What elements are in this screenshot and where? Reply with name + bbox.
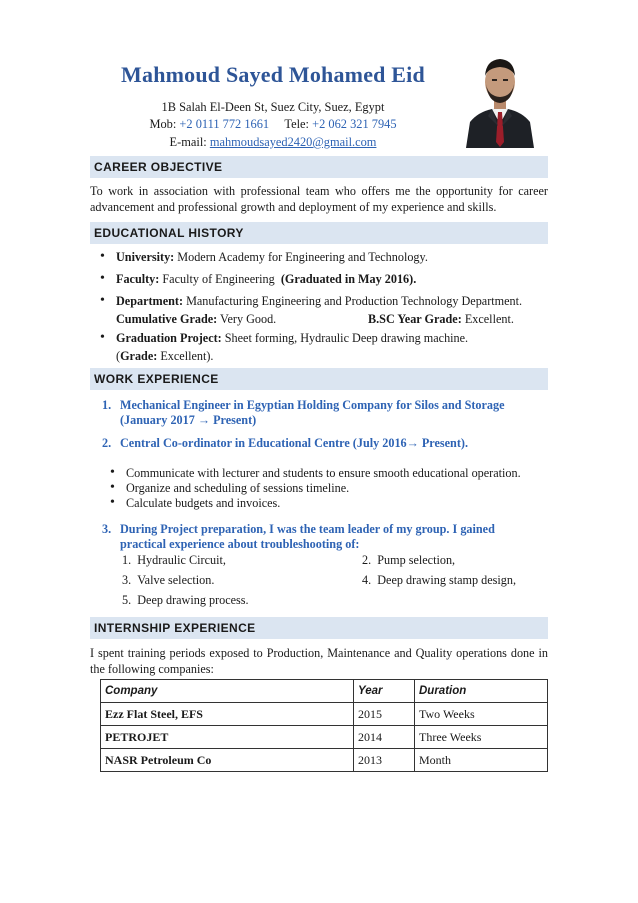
cell-duration: Three Weeks: [415, 726, 548, 749]
tele-label: Tele:: [284, 117, 309, 131]
department-value: Manufacturing Engineering and Production Technology Department.: [186, 294, 523, 308]
department-label: Department:: [116, 294, 184, 308]
work-item-3: [102, 522, 542, 552]
faculty-value: Faculty of Engineering: [162, 272, 275, 286]
tele-number[interactable]: +2 062 321 7945: [312, 117, 397, 131]
trouble-item-4: 4. Deep drawing stamp design,: [362, 573, 517, 587]
cum-value: Very Good.: [220, 312, 277, 326]
table-row: [101, 703, 548, 726]
work-bullet: • Communicate with lecturer and students to ensure smooth educational operation.: [110, 466, 521, 481]
internship-text: I spent training periods exposed to Production, Maintenance and Quality operations done in the following companies:: [90, 646, 548, 676]
edu-university: [100, 250, 428, 265]
section-internship-experience: INTERNSHIP EXPERIENCE: [90, 617, 548, 639]
project-value: Sheet forming, Hydraulic Deep drawing machine.: [224, 331, 469, 345]
faculty-label: Faculty:: [116, 272, 160, 286]
university-label: University:: [116, 250, 175, 264]
trouble-item-3: 3. Valve selection.: [122, 573, 215, 587]
work-bullet: • Organize and scheduling of sessions timeline.: [110, 481, 349, 496]
resume-header: [90, 0, 548, 154]
work-bullet: • Calculate budgets and invoices.: [110, 496, 280, 511]
bsc-year-grade: [368, 312, 514, 327]
trouble-item-1: 1. Hydraulic Circuit,: [122, 553, 226, 567]
section-career-objective: CAREER OBJECTIVE: [90, 156, 548, 178]
section-educational-history: EDUCATIONAL HISTORY: [90, 222, 548, 244]
trouble-item-2: 2. Pump selection,: [362, 553, 456, 567]
cell-duration: Month: [415, 749, 548, 772]
project-grade: [116, 349, 213, 364]
university-value: Modern Academy for Engineering and Technology.: [177, 250, 428, 264]
cell-duration: Two Weeks: [415, 703, 548, 726]
col-year: Year: [354, 680, 415, 703]
work-item-2: [102, 436, 542, 451]
trouble-item-5: 5. Deep drawing process.: [122, 593, 249, 607]
email-line: [108, 135, 438, 150]
project-label: Graduation Project:: [116, 331, 222, 345]
address: 1B Salah El-Deen St, Suez City, Suez, Egypt: [161, 100, 385, 114]
edu-faculty: [100, 272, 416, 287]
email-label: E-mail:: [169, 135, 207, 149]
email-link[interactable]: mahmoudsayed2420@gmail.com: [209, 135, 377, 149]
mob-label: Mob:: [149, 117, 177, 131]
cumulative-grade: [116, 312, 276, 327]
grade-value: Excellent).: [160, 349, 214, 363]
cell-year: 2014: [354, 726, 415, 749]
cum-label: Cumulative Grade:: [116, 312, 218, 326]
cell-company: NASR Petroleum Co: [101, 749, 354, 772]
bsc-label: B.SC Year Grade:: [368, 312, 462, 326]
table-row: [101, 726, 548, 749]
cell-company: Ezz Flat Steel, EFS: [101, 703, 354, 726]
table-row: [101, 749, 548, 772]
section-work-experience: WORK EXPERIENCE: [90, 368, 548, 390]
bsc-value: Excellent.: [464, 312, 514, 326]
career-objective-text: To work in association with professional team who offers me the opportunity for career advancement and professional growth and deployment of my experience and skills.: [90, 184, 548, 214]
work-item-1-num: 1.: [102, 398, 112, 412]
cell-year: 2013: [354, 749, 415, 772]
profile-photo: [464, 46, 536, 148]
internship-table: [100, 679, 548, 772]
col-duration: Duration: [415, 680, 548, 703]
resume-page: [90, 0, 548, 767]
cell-company: PETROJET: [101, 726, 354, 749]
edu-department: [100, 294, 522, 309]
phone-line: [108, 117, 438, 132]
candidate-name: Mahmoud Sayed Mohamed Eid: [121, 62, 425, 87]
work-item-1: [102, 398, 542, 428]
cell-year: 2015: [354, 703, 415, 726]
work-item-2-text: Central Co-ordinator in Educational Centre (July 2016→ Present).: [120, 436, 469, 450]
work-item-3-text: During Project preparation, I was the team leader of my group. I gained practical experience about troubleshooting of:: [120, 522, 495, 551]
col-company: Company: [101, 680, 354, 703]
table-header-row: [101, 680, 548, 703]
work-item-2-num: 2.: [102, 436, 112, 450]
grade-open: (: [116, 349, 121, 363]
faculty-note: (Graduated in May 2016).: [280, 272, 417, 286]
grade-label: Grade:: [120, 349, 158, 363]
work-item-3-num: 3.: [102, 522, 112, 536]
mob-number[interactable]: +2 0111 772 1661: [179, 117, 270, 131]
edu-graduation-project: [100, 331, 468, 346]
work-item-1-text: Mechanical Engineer in Egyptian Holding Company for Silos and Storage (January 2017 → Present): [120, 398, 505, 427]
